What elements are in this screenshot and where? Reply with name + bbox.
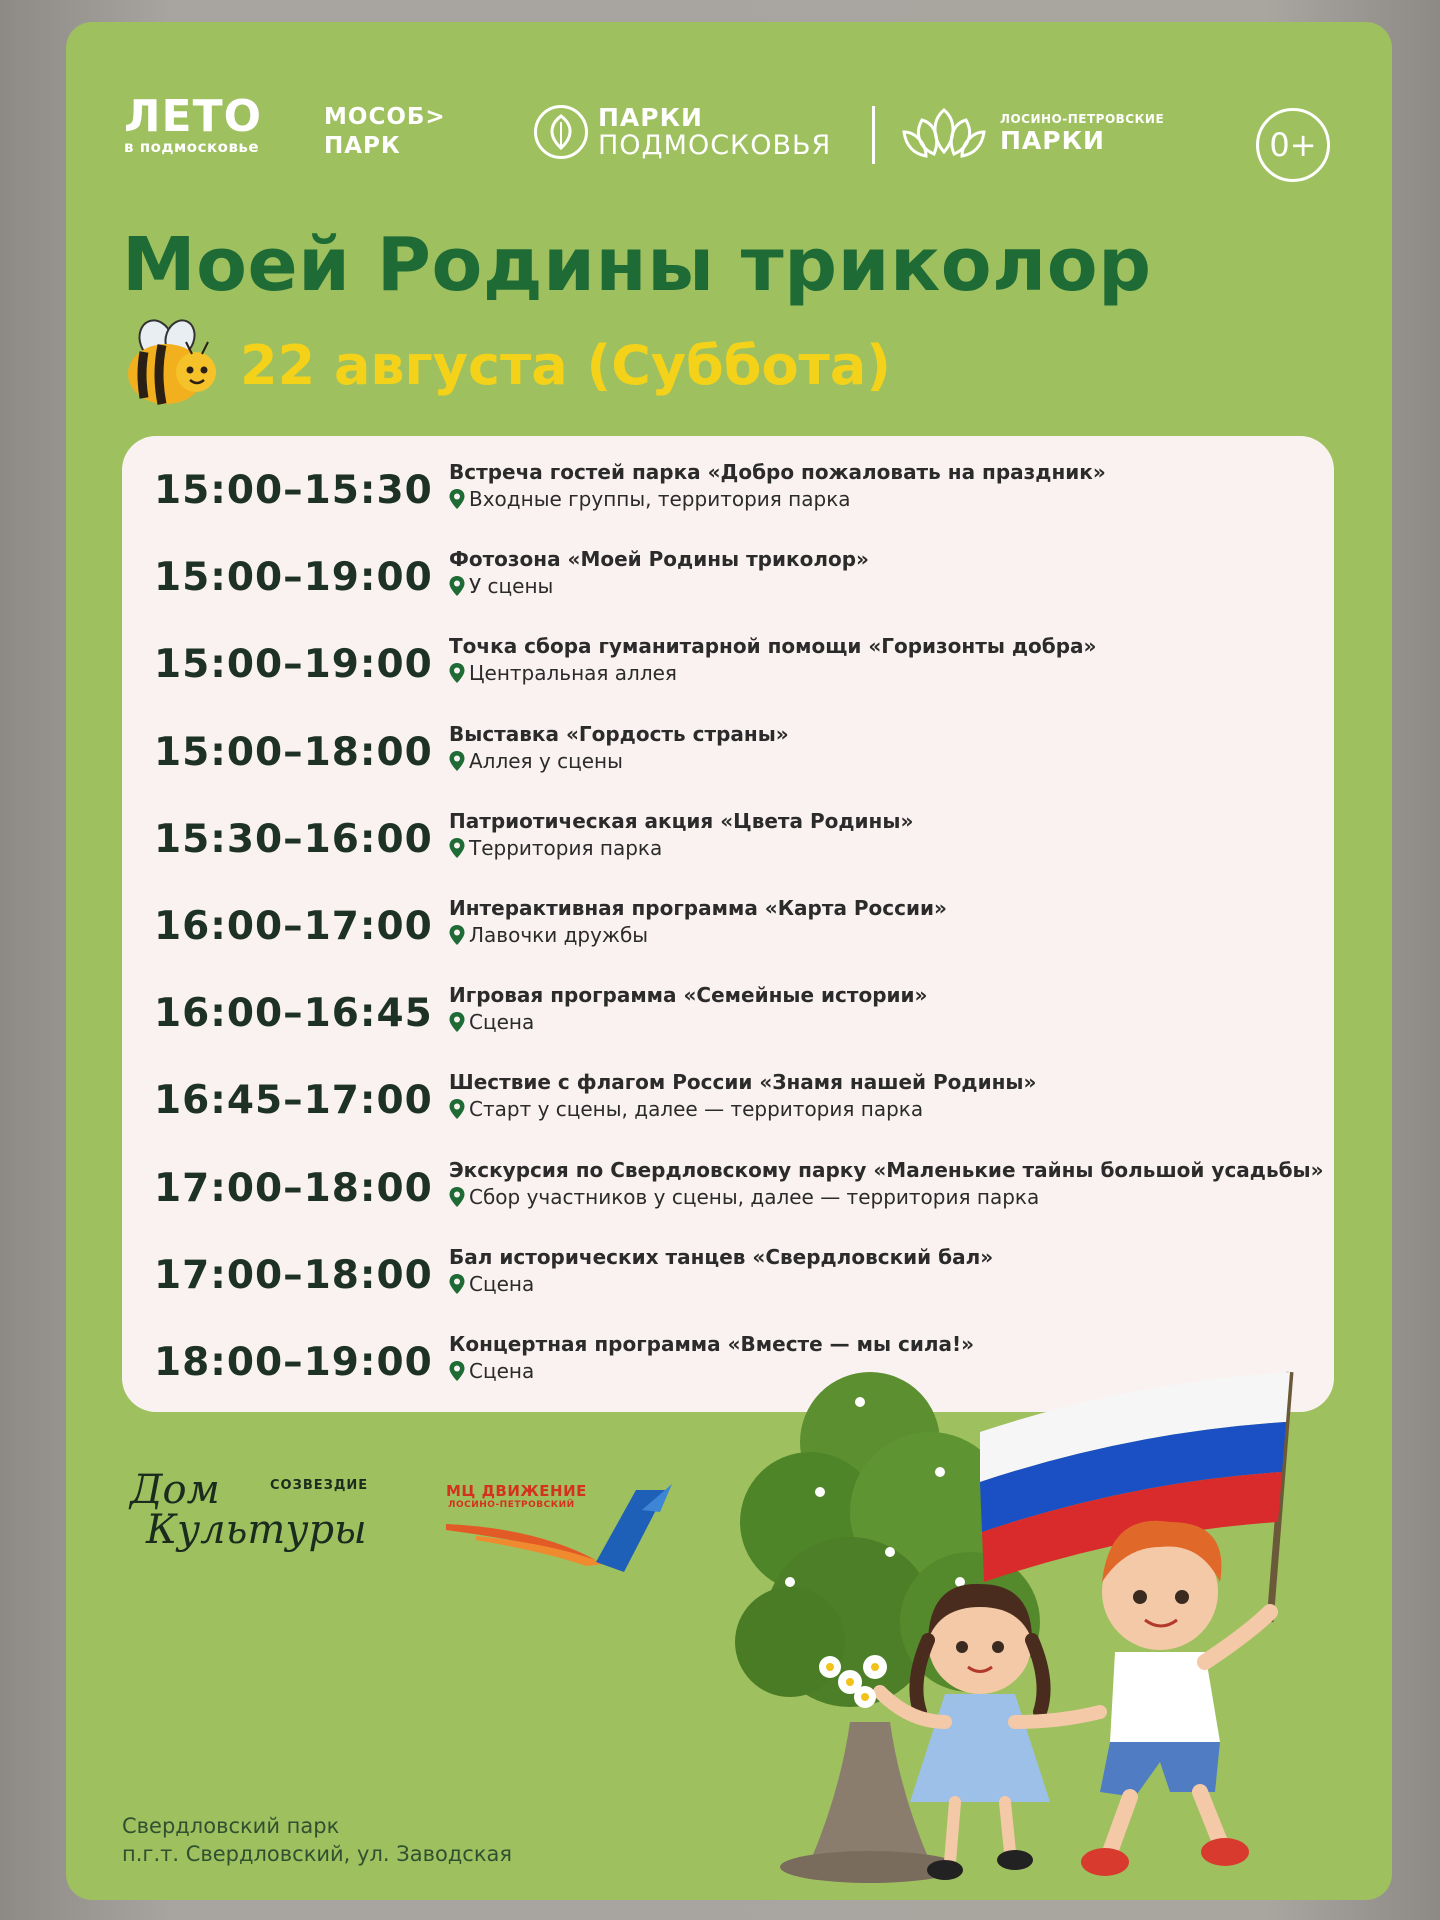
schedule-row (122, 1060, 1334, 1147)
location-pin-icon (449, 576, 465, 596)
event-place: Лавочки дружбы (469, 923, 649, 947)
event-title: Встреча гостей парка «Добро пожаловать на праздник» (449, 460, 1106, 484)
event-location (449, 748, 1309, 774)
dom-kultury-logo: СОЗВЕЗДИЕ Дом Культуры (130, 1467, 369, 1553)
event-title: Концертная программа «Вместе — мы сила!» (449, 1332, 975, 1356)
venue-address: Свердловский парк п.г.т. Свердловский, ул. Заводская (122, 1814, 513, 1866)
poster-title: Моей Родины триколор (122, 222, 1152, 308)
event-time: 17:00–18:00 (154, 1252, 433, 1298)
event-title: Интерактивная программа «Карта России» (449, 896, 947, 920)
leto-logo: ЛЕТО в подмосковье (124, 91, 263, 156)
event-location (449, 1184, 1309, 1210)
schedule-row (122, 799, 1334, 886)
event-info (449, 894, 1309, 948)
tree-illustration (730, 1322, 1370, 1900)
event-time: 16:45–17:00 (154, 1078, 433, 1124)
event-place: Территория парка (469, 835, 663, 860)
location-pin-icon (449, 1187, 465, 1207)
schedule-row (122, 1148, 1334, 1235)
event-info (449, 1243, 1309, 1297)
event-poster (66, 22, 1392, 1900)
age-rating-badge: 0+ (1256, 108, 1330, 182)
event-info (449, 632, 1309, 686)
event-title: Патриотическая акция «Цвета Родины» (449, 808, 914, 833)
event-title: Выставка «Гордость страны» (449, 721, 789, 746)
event-info (449, 720, 1309, 774)
event-place: Входные группы, территория парка (469, 487, 851, 511)
event-date: 22 августа (Суббота) (240, 333, 891, 397)
schedule-row (122, 973, 1334, 1060)
event-title: Точка сбора гуманитарной помощи «Горизонты добра» (449, 634, 1097, 659)
parki-podmoskovya-logo: ПАРКИ ПОДМОСКОВЬЯ (534, 104, 831, 160)
location-pin-icon (449, 751, 465, 771)
schedule-row (122, 537, 1334, 624)
event-info (449, 981, 1309, 1035)
event-title: Игровая программа «Семейные истории» (449, 983, 928, 1008)
logo-divider (872, 106, 875, 164)
event-info (449, 1156, 1324, 1210)
event-title: Шествие с флагом России «Знамя нашей Родины» (449, 1070, 1037, 1095)
event-place: Сбор участников у сцены, далее — территория парка (469, 1184, 1040, 1209)
event-place: У сцены (469, 574, 554, 599)
event-time: 15:30–16:00 (154, 816, 433, 862)
schedule-row (122, 886, 1334, 973)
event-time: 15:00–18:00 (154, 729, 433, 775)
event-location (449, 835, 1309, 861)
mosoblpark-logo: МОСОБ> ПАРК (324, 104, 446, 159)
event-location (449, 486, 1309, 512)
event-place: Сцена (469, 1271, 535, 1296)
losino-petrovskie-parki-logo: ЛОСИНО-ПЕТРОВСКИЕ ПАРКИ (900, 104, 1164, 162)
event-location (449, 1009, 1309, 1035)
bee-icon (122, 318, 218, 412)
schedule-row (122, 712, 1334, 799)
event-time: 15:00–19:00 (154, 555, 433, 601)
event-location (449, 573, 1309, 599)
event-location (449, 660, 1309, 686)
schedule-card (122, 436, 1334, 1412)
event-place: Сцена (469, 1359, 535, 1383)
mc-dvizhenie-logo: МЦ ДВИЖЕНИЕ ЛОСИНО-ПЕТРОВСКИЙ (446, 1482, 686, 1582)
event-location (449, 1271, 1309, 1297)
event-time: 15:00–15:30 (154, 468, 433, 513)
leaf-icon (534, 105, 588, 159)
event-place: Сцена (469, 1010, 535, 1035)
event-title: Экскурсия по Свердловскому парку «Маленькие тайны большой усадьбы» (449, 1157, 1324, 1182)
location-pin-icon (449, 1012, 465, 1032)
location-pin-icon (449, 663, 465, 683)
event-time: 16:00–16:45 (154, 991, 433, 1037)
leaves-icon (900, 104, 988, 162)
location-pin-icon (449, 1361, 465, 1381)
event-place: Старт у сцены, далее — территория парка (469, 1097, 924, 1122)
event-title: Фотозона «Моей Родины триколор» (449, 547, 869, 572)
event-location (449, 922, 1309, 948)
event-info (449, 807, 1309, 861)
schedule-row (122, 1235, 1334, 1322)
event-info (449, 458, 1309, 512)
schedule-row (122, 624, 1334, 711)
location-pin-icon (449, 489, 465, 509)
date-row (122, 318, 891, 412)
children-with-flag-illustration (730, 1322, 1370, 1900)
location-pin-icon (449, 1274, 465, 1294)
event-place: Центральная аллея (469, 661, 677, 686)
schedule-row (122, 450, 1334, 537)
event-time: 15:00–19:00 (154, 642, 433, 688)
location-pin-icon (449, 1099, 465, 1119)
event-info (449, 545, 1309, 599)
event-time: 18:00–19:00 (154, 1340, 433, 1385)
location-pin-icon (449, 925, 465, 945)
location-pin-icon (449, 838, 465, 858)
event-place: Аллея у сцены (469, 748, 623, 773)
event-time: 17:00–18:00 (154, 1165, 433, 1211)
partner-logos (124, 70, 1334, 180)
event-location (449, 1096, 1309, 1122)
event-info (449, 1068, 1309, 1122)
event-title: Бал исторических танцев «Свердловский бал» (449, 1244, 994, 1269)
event-time: 16:00–17:00 (154, 904, 433, 949)
